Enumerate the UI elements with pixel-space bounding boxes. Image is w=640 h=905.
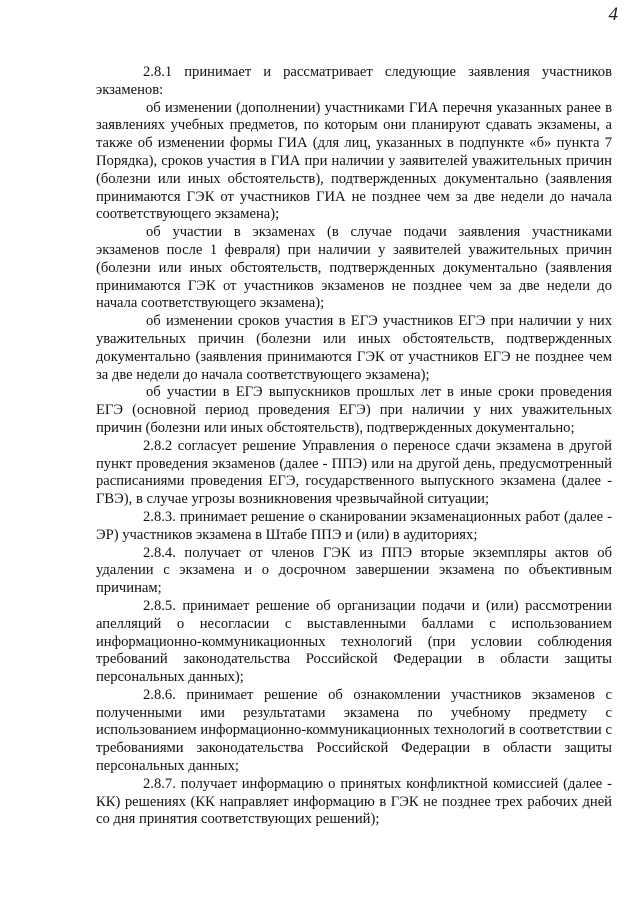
document-body: [96, 64, 612, 829]
paragraph-2-8-4: 2.8.4. получает от членов ГЭК из ППЭ вторые экземпляры актов об удалении с экзамена и о досрочном завершении экзамена по объективным причинам;: [96, 544, 612, 597]
paragraph-2-8-1-item: об участии в ЕГЭ выпускников прошлых лет в иные сроки проведения ЕГЭ (основной период проведения ЕГЭ) при наличии у них уважительных причин (болезни или иных обстоятельств), подтвержденных документально;: [96, 384, 612, 436]
paragraph-2-8-1-item: об изменении (дополнении) участниками ГИА перечня указанных ранее в заявлениях учебных предметов, по которым они планируют сдавать экзамены, а также об изменении формы ГИА (для лиц, указанных в подпункте «б» пункта 7 Порядка), сроков участия в ГИА при наличии у заявителей уважительных причин (болезни или иных обстоятельств), подтвержденных документально (заявления принимаются ГЭК от участников ГИА не позднее чем за две недели до начала соответствующего экзамена);: [96, 99, 612, 223]
paragraph-2-8-5: 2.8.5. принимает решение об организации подачи и (или) рассмотрении апелляций о несогласии с выставленными баллами с использованием информационно-коммуникационных технологий (при условии соблюдения требований законодательства Российской Федерации в области защиты персональных данных);: [96, 597, 612, 686]
paragraph-2-8-1: 2.8.1 принимает и рассматривает следующие заявления участников экзаменов:: [96, 64, 612, 98]
paragraph-2-8-2: 2.8.2 согласует решение Управления о переносе сдачи экзамена в другой пункт проведения экзаменов (далее - ППЭ) или на другой день, предусмотренный расписаниями проведения ЕГЭ, государственного выпускного экзамена (далее - ГВЭ), в случае угрозы возникновения чрезвычайной ситуации;: [96, 437, 612, 508]
paragraph-2-8-7: 2.8.7. получает информацию о принятых конфликтной комиссией (далее - КК) решениях (КК направляет информацию в ГЭК не позднее трех рабочих дней со дня принятия соответствующих решений);: [96, 775, 612, 828]
paragraph-2-8-6: 2.8.6. принимает решение об ознакомлении участников экзаменов с полученными ими результатами экзамена по учебному предмету с использованием информационно-коммуникационных технологий в соответствии с требованиями законодательства Российской Федерации в области защиты персональных данных;: [96, 686, 612, 775]
page-number: 4: [608, 4, 618, 25]
paragraph-2-8-1-item: об участии в экзаменах (в случае подачи заявления участниками экзаменов после 1 февраля) при наличии у заявителей уважительных причин (болезни или иных обстоятельств, подтвержденных документально (заявления принимаются ГЭК от участников экзаменов не позднее чем за две недели до начала соответствующего экзамена);: [96, 224, 612, 312]
paragraph-2-8-1-item: об изменении сроков участия в ЕГЭ участников ЕГЭ при наличии у них уважительных причин (болезни или иных обстоятельств, подтвержденных документально (заявления принимаются ГЭК от участников ЕГЭ не позднее чем за две недели до начала соответствующего экзамена);: [96, 313, 612, 383]
paragraph-2-8-3: 2.8.3. принимает решение о сканировании экзаменационных работ (далее - ЭР) участников экзамена в Штабе ППЭ и (или) в аудиториях;: [96, 508, 612, 543]
